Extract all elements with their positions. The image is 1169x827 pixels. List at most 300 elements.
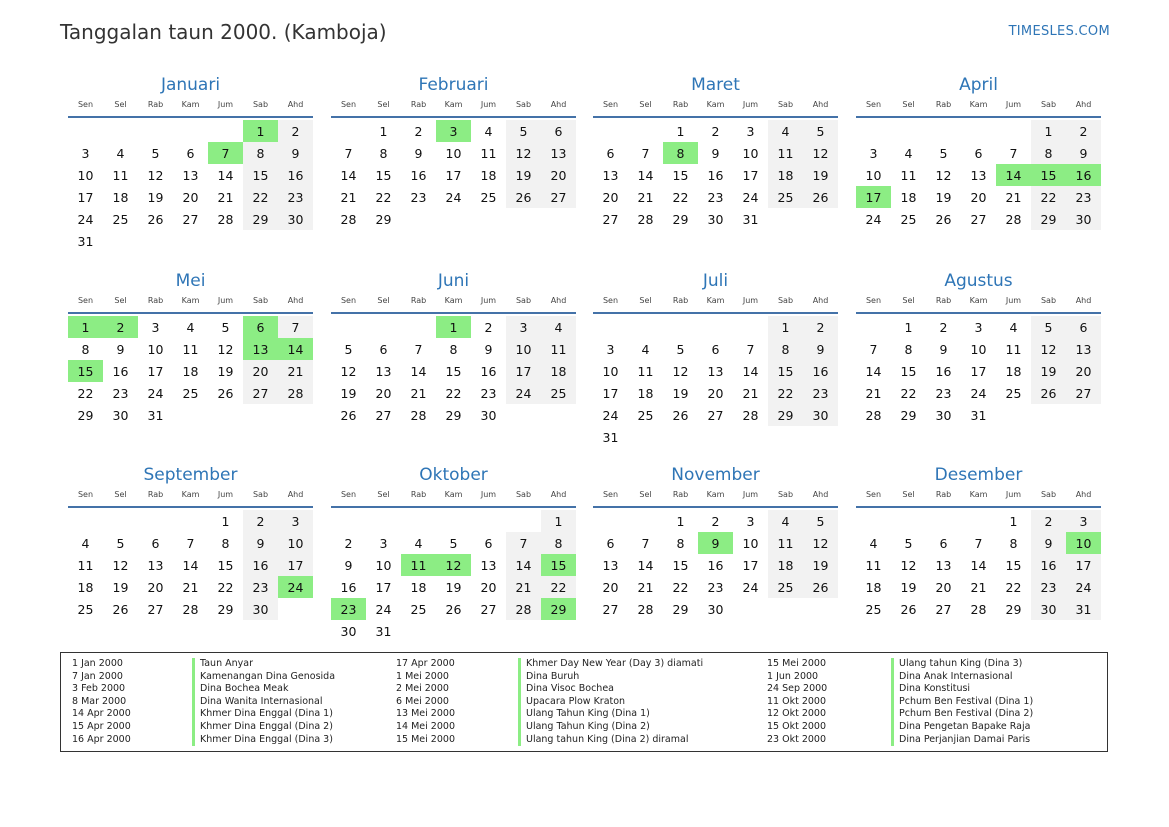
month-januari	[68, 74, 313, 252]
weekday-label: Sab	[777, 296, 794, 305]
day-cell: 9	[243, 532, 278, 554]
weekday-label: Kam	[706, 490, 725, 499]
weekday-label: Sen	[602, 296, 619, 305]
empty-cell	[331, 120, 366, 142]
day-cell: 26	[340, 407, 357, 423]
empty-cell	[628, 510, 663, 532]
day-cell: 19	[935, 189, 952, 205]
day-cell: 11	[900, 167, 917, 183]
legend-name-column	[891, 658, 1033, 746]
day-grid	[593, 120, 838, 230]
day-cell: 20	[147, 579, 164, 595]
day-cell: 22	[243, 186, 278, 208]
month-name: Juli	[702, 271, 729, 291]
weekday-label: Sel	[639, 490, 652, 499]
day-cell: 14	[340, 167, 357, 183]
legend-date: 23 Okt 2000	[767, 733, 827, 745]
day-cell: 16	[707, 557, 724, 573]
weekday-label: Ahd	[550, 296, 567, 305]
weekday-label: Sel	[377, 100, 390, 109]
day-grid	[856, 510, 1101, 620]
weekday-label: Ahd	[812, 296, 829, 305]
weekday-label: Sel	[377, 296, 390, 305]
day-cell: 3	[974, 319, 983, 335]
legend-holiday-name: Dina Pengetan Bapake Raja	[899, 720, 1031, 732]
day-cell: 20	[541, 164, 576, 186]
holiday-cell: 10	[1066, 532, 1101, 554]
day-cell: 31	[602, 429, 619, 445]
day-cell: 11	[182, 341, 199, 357]
day-cell: 27	[243, 382, 278, 404]
day-cell: 21	[742, 385, 759, 401]
weekday-label: Ahd	[550, 490, 567, 499]
empty-cell	[593, 120, 628, 142]
weekday-label: Rab	[410, 490, 427, 499]
day-cell: 2	[711, 513, 720, 529]
legend-holiday-name: Upacara Plow Kraton	[526, 695, 626, 707]
day-cell: 3	[746, 513, 755, 529]
legend-date: 7 Jan 2000	[72, 670, 123, 682]
weekday-label: Kam	[444, 296, 463, 305]
day-cell: 22	[1031, 186, 1066, 208]
day-cell: 1	[676, 123, 685, 139]
day-cell: 20	[480, 579, 497, 595]
day-cell: 19	[112, 579, 129, 595]
month-name: Juni	[437, 271, 470, 291]
empty-cell	[138, 510, 173, 532]
empty-cell	[926, 120, 961, 142]
day-cell: 27	[707, 407, 724, 423]
day-cell: 16	[340, 579, 357, 595]
month-juni	[331, 270, 576, 426]
empty-cell	[856, 120, 891, 142]
month-september	[68, 464, 313, 620]
empty-cell	[331, 510, 366, 532]
empty-cell	[138, 120, 173, 142]
day-cell: 5	[676, 341, 685, 357]
day-cell: 21	[970, 579, 987, 595]
legend-date: 15 Okt 2000	[767, 720, 827, 732]
day-cell: 22	[672, 579, 689, 595]
empty-cell	[856, 510, 891, 532]
empty-cell	[471, 510, 506, 532]
day-cell: 28	[637, 211, 654, 227]
holiday-cell: 1	[436, 316, 471, 338]
holiday-cell: 3	[436, 120, 471, 142]
weekday-label: Sen	[77, 296, 94, 305]
day-cell: 22	[217, 579, 234, 595]
empty-cell	[68, 120, 103, 142]
day-cell: 10	[602, 363, 619, 379]
day-cell: 1	[379, 123, 388, 139]
day-cell: 23	[278, 186, 313, 208]
legend-date: 1 Mei 2000	[396, 670, 449, 682]
day-cell: 17	[506, 360, 541, 382]
legend-holiday-name: Ulang tahun King (Dina 2) diramal	[526, 733, 689, 745]
empty-cell	[891, 120, 926, 142]
day-cell: 31	[742, 211, 759, 227]
holiday-cell: 1	[243, 120, 278, 142]
day-cell: 27	[375, 407, 392, 423]
day-cell: 13	[1066, 338, 1101, 360]
day-cell: 22	[672, 189, 689, 205]
empty-cell	[856, 316, 891, 338]
day-cell: 23	[707, 189, 724, 205]
day-cell: 29	[375, 211, 392, 227]
day-cell: 26	[147, 211, 164, 227]
weekday-label: Sen	[340, 296, 357, 305]
day-cell: 24	[602, 407, 619, 423]
day-cell: 25	[77, 601, 94, 617]
day-cell: 1	[541, 510, 576, 532]
day-cell: 21	[340, 189, 357, 205]
day-cell: 19	[445, 579, 462, 595]
day-cell: 5	[116, 535, 125, 551]
day-cell: 30	[112, 407, 129, 423]
day-cell: 7	[641, 535, 650, 551]
day-cell: 23	[803, 382, 838, 404]
day-cell: 20	[1066, 360, 1101, 382]
legend-holiday-name: Pchum Ben Festival (Dina 1)	[899, 695, 1034, 707]
weekday-label: Kam	[969, 296, 988, 305]
weekday-label: Ahd	[1075, 490, 1092, 499]
weekday-label: Kam	[181, 296, 200, 305]
day-cell: 15	[1005, 557, 1022, 573]
day-cell: 11	[1005, 341, 1022, 357]
day-cell: 13	[182, 167, 199, 183]
weekday-header	[331, 489, 576, 508]
legend-date-column	[396, 658, 455, 746]
day-grid	[331, 316, 576, 426]
legend-date: 6 Mei 2000	[396, 695, 449, 707]
day-cell: 19	[1031, 360, 1066, 382]
day-cell: 9	[278, 142, 313, 164]
weekday-label: Sel	[114, 490, 127, 499]
day-cell: 27	[970, 211, 987, 227]
day-cell: 2	[344, 535, 353, 551]
month-juli	[593, 270, 838, 448]
legend-date: 16 Apr 2000	[72, 733, 131, 745]
month-mei	[68, 270, 313, 426]
day-cell: 19	[803, 164, 838, 186]
day-cell: 8	[243, 142, 278, 164]
day-cell: 26	[445, 601, 462, 617]
weekday-label: Sab	[515, 100, 532, 109]
weekday-label: Sab	[1040, 490, 1057, 499]
day-cell: 20	[707, 385, 724, 401]
day-cell: 6	[939, 535, 948, 551]
day-cell: 12	[1031, 338, 1066, 360]
month-agustus	[856, 270, 1101, 426]
holiday-cell: 12	[436, 554, 471, 576]
day-cell: 19	[217, 363, 234, 379]
day-cell: 28	[278, 382, 313, 404]
day-cell: 2	[1031, 510, 1066, 532]
weekday-label: Kam	[969, 100, 988, 109]
weekday-label: Jum	[480, 490, 497, 499]
day-cell: 10	[742, 535, 759, 551]
day-cell: 24	[742, 579, 759, 595]
empty-cell	[698, 316, 733, 338]
weekday-label: Rab	[935, 490, 952, 499]
day-cell: 3	[1066, 510, 1101, 532]
day-cell: 2	[1066, 120, 1101, 142]
weekday-label: Jum	[1005, 490, 1022, 499]
day-cell: 27	[480, 601, 497, 617]
day-cell: 6	[186, 145, 195, 161]
day-cell: 7	[746, 341, 755, 357]
day-cell: 7	[414, 341, 423, 357]
day-cell: 13	[541, 142, 576, 164]
day-cell: 18	[768, 164, 803, 186]
holiday-cell: 14	[996, 164, 1031, 186]
day-cell: 31	[1066, 598, 1101, 620]
empty-cell	[996, 120, 1031, 142]
day-cell: 27	[602, 211, 619, 227]
empty-cell	[173, 510, 208, 532]
day-cell: 4	[116, 145, 125, 161]
weekday-label: Rab	[410, 296, 427, 305]
day-cell: 17	[970, 363, 987, 379]
day-cell: 11	[865, 557, 882, 573]
weekday-label: Sab	[515, 296, 532, 305]
weekday-label: Rab	[147, 296, 164, 305]
day-cell: 12	[803, 142, 838, 164]
weekday-label: Ahd	[550, 100, 567, 109]
day-cell: 30	[278, 208, 313, 230]
legend-date: 13 Mei 2000	[396, 708, 455, 720]
weekday-label: Sen	[340, 490, 357, 499]
day-cell: 12	[672, 363, 689, 379]
weekday-header	[856, 99, 1101, 118]
empty-cell	[628, 316, 663, 338]
day-cell: 25	[865, 601, 882, 617]
day-cell: 29	[900, 407, 917, 423]
day-cell: 9	[1066, 142, 1101, 164]
day-cell: 4	[1009, 319, 1018, 335]
month-name: Agustus	[944, 271, 1013, 291]
day-cell: 3	[379, 535, 388, 551]
month-oktober	[331, 464, 576, 642]
holiday-cell: 7	[208, 142, 243, 164]
weekday-label: Kam	[444, 490, 463, 499]
weekday-label: Sen	[77, 490, 94, 499]
holiday-cell: 29	[541, 598, 576, 620]
day-cell: 2	[711, 123, 720, 139]
day-cell: 16	[278, 164, 313, 186]
holiday-cell: 17	[856, 186, 891, 208]
legend-holiday-name: Dina Visoc Bochea	[526, 683, 614, 695]
day-cell: 25	[112, 211, 129, 227]
weekday-label: Ahd	[812, 100, 829, 109]
weekday-label: Sen	[602, 490, 619, 499]
day-cell: 6	[379, 341, 388, 357]
day-cell: 29	[77, 407, 94, 423]
day-cell: 5	[803, 510, 838, 532]
day-cell: 15	[672, 167, 689, 183]
day-cell: 24	[970, 385, 987, 401]
day-cell: 19	[900, 579, 917, 595]
empty-cell	[366, 510, 401, 532]
legend-date-column	[72, 658, 131, 746]
holiday-cell: 15	[541, 554, 576, 576]
day-cell: 14	[637, 557, 654, 573]
day-cell: 17	[1066, 554, 1101, 576]
weekday-label: Kam	[181, 490, 200, 499]
empty-cell	[173, 120, 208, 142]
day-cell: 10	[865, 167, 882, 183]
empty-cell	[436, 510, 471, 532]
day-cell: 10	[77, 167, 94, 183]
day-cell: 7	[278, 316, 313, 338]
day-cell: 17	[602, 385, 619, 401]
day-cell: 2	[939, 319, 948, 335]
day-cell: 20	[602, 579, 619, 595]
holiday-cell: 13	[243, 338, 278, 360]
day-cell: 6	[711, 341, 720, 357]
day-cell: 9	[939, 341, 948, 357]
day-cell: 11	[768, 532, 803, 554]
day-cell: 1	[904, 319, 913, 335]
day-cell: 11	[637, 363, 654, 379]
legend-holiday-name: Khmer Dina Enggal (Dina 1)	[200, 708, 333, 720]
legend-date: 1 Jan 2000	[72, 658, 123, 669]
legend-date: 1 Jun 2000	[767, 670, 819, 682]
day-cell: 5	[939, 145, 948, 161]
legend-date: 15 Apr 2000	[72, 720, 131, 732]
empty-cell	[663, 316, 698, 338]
day-cell: 26	[803, 576, 838, 598]
holiday-cell: 1	[68, 316, 103, 338]
day-cell: 24	[742, 189, 759, 205]
day-cell: 9	[414, 145, 423, 161]
day-cell: 29	[768, 404, 803, 426]
weekday-label: Sel	[902, 100, 915, 109]
day-cell: 1	[1009, 513, 1018, 529]
weekday-label: Rab	[147, 490, 164, 499]
empty-cell	[961, 510, 996, 532]
day-cell: 22	[77, 385, 94, 401]
day-cell: 20	[182, 189, 199, 205]
legend-date: 14 Mei 2000	[396, 720, 455, 732]
day-cell: 5	[344, 341, 353, 357]
day-cell: 2	[278, 120, 313, 142]
day-cell: 25	[637, 407, 654, 423]
day-cell: 4	[904, 145, 913, 161]
weekday-label: Jum	[480, 100, 497, 109]
day-cell: 18	[77, 579, 94, 595]
day-cell: 28	[637, 601, 654, 617]
day-cell: 13	[480, 557, 497, 573]
day-cell: 5	[904, 535, 913, 551]
weekday-label: Sen	[865, 100, 882, 109]
day-cell: 30	[707, 601, 724, 617]
day-cell: 25	[768, 576, 803, 598]
day-cell: 5	[449, 535, 458, 551]
day-cell: 16	[112, 363, 129, 379]
day-cell: 12	[112, 557, 129, 573]
day-cell: 2	[414, 123, 423, 139]
day-cell: 2	[243, 510, 278, 532]
empty-cell	[891, 510, 926, 532]
legend-holiday-name: Ulang Tahun King (Dina 1)	[526, 708, 650, 720]
day-cell: 10	[506, 338, 541, 360]
day-cell: 3	[506, 316, 541, 338]
day-cell: 12	[900, 557, 917, 573]
day-cell: 28	[410, 407, 427, 423]
weekday-label: Rab	[672, 296, 689, 305]
day-cell: 28	[217, 211, 234, 227]
legend-date-column	[767, 658, 827, 746]
day-cell: 8	[449, 341, 458, 357]
legend-date: 15 Mei 2000	[767, 658, 826, 669]
day-cell: 6	[606, 535, 615, 551]
day-cell: 14	[410, 363, 427, 379]
day-cell: 19	[340, 385, 357, 401]
weekday-label: Kam	[181, 100, 200, 109]
day-cell: 20	[935, 579, 952, 595]
weekday-label: Sen	[340, 100, 357, 109]
legend-holiday-name: Khmer Day New Year (Day 3) diamati	[526, 658, 704, 669]
day-cell: 23	[707, 579, 724, 595]
holiday-cell: 23	[331, 598, 366, 620]
holiday-cell: 15	[1031, 164, 1066, 186]
weekday-label: Rab	[410, 100, 427, 109]
day-cell: 29	[672, 211, 689, 227]
day-cell: 14	[742, 363, 759, 379]
day-cell: 15	[445, 363, 462, 379]
day-cell: 16	[410, 167, 427, 183]
day-cell: 22	[445, 385, 462, 401]
month-name: Januari	[160, 75, 221, 95]
day-cell: 6	[974, 145, 983, 161]
day-cell: 8	[904, 341, 913, 357]
day-cell: 21	[182, 579, 199, 595]
day-cell: 30	[803, 404, 838, 426]
day-cell: 11	[480, 145, 497, 161]
day-cell: 17	[742, 557, 759, 573]
empty-cell	[506, 510, 541, 532]
day-cell: 16	[935, 363, 952, 379]
day-cell: 12	[803, 532, 838, 554]
day-cell: 18	[637, 385, 654, 401]
day-cell: 18	[480, 167, 497, 183]
day-cell: 14	[217, 167, 234, 183]
weekday-label: Sab	[252, 490, 269, 499]
weekday-label: Jum	[742, 490, 759, 499]
day-cell: 5	[803, 120, 838, 142]
day-cell: 15	[217, 557, 234, 573]
legend-holiday-name: Khmer Dina Enggal (Dina 3)	[200, 733, 333, 745]
month-name: September	[143, 465, 238, 485]
day-cell: 2	[484, 319, 493, 335]
day-cell: 22	[541, 576, 576, 598]
day-cell: 20	[970, 189, 987, 205]
day-cell: 30	[243, 598, 278, 620]
day-cell: 21	[637, 579, 654, 595]
empty-cell	[593, 510, 628, 532]
brand-link[interactable]: TIMESLES.COM	[1008, 24, 1110, 39]
day-cell: 18	[865, 579, 882, 595]
day-cell: 23	[935, 385, 952, 401]
day-cell: 14	[182, 557, 199, 573]
day-cell: 1	[676, 513, 685, 529]
day-cell: 29	[243, 208, 278, 230]
weekday-label: Jum	[1005, 296, 1022, 305]
holiday-cell: 8	[663, 142, 698, 164]
day-cell: 6	[151, 535, 160, 551]
weekday-label: Sab	[1040, 296, 1057, 305]
